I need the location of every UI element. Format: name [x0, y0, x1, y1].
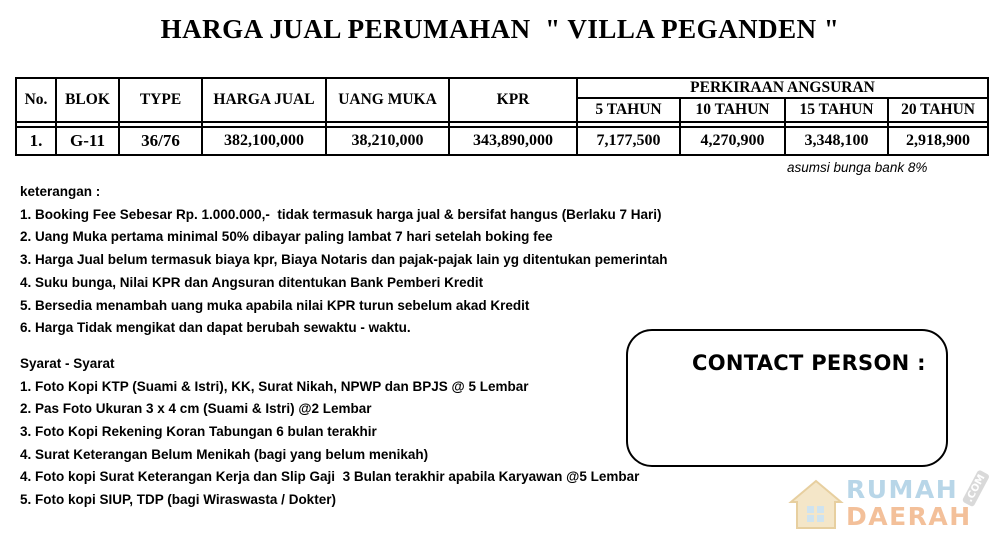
cell-angsuran-5: 7,177,500 — [577, 127, 680, 155]
keterangan-item: 5. Bersedia menambah uang muka apabila nilai KPR turun sebelum akad Kredit — [20, 297, 530, 313]
header-no: No. — [16, 78, 56, 122]
header-perkiraan-angsuran: PERKIRAAN ANGSURAN — [577, 78, 988, 98]
keterangan-item: 3. Harga Jual belum termasuk biaya kpr, Biaya Notaris dan pajak-pajak lain yg ditentukan pemerintah — [20, 252, 668, 268]
cell-no: 1. — [16, 127, 56, 155]
syarat-item: 4. Foto kopi Surat Keterangan Kerja dan Slip Gaji 3 Bulan terakhir apabila Karyawan @5 Lembar — [20, 469, 640, 485]
keterangan-heading: keterangan : — [20, 184, 101, 199]
page-title: HARGA JUAL PERUMAHAN " VILLA PEGANDEN " — [160, 14, 840, 44]
watermark-line2: DAERAH — [846, 502, 972, 531]
cell-type: 36/76 — [119, 127, 202, 155]
header-uang-muka: UANG MUKA — [326, 78, 449, 122]
cell-angsuran-20: 2,918,900 — [888, 127, 988, 155]
contact-person-box — [626, 329, 948, 467]
header-10-tahun: 10 TAHUN — [680, 98, 785, 122]
watermark-logo — [788, 472, 993, 534]
contact-person-label: CONTACT PERSON : — [692, 351, 926, 375]
header-15-tahun: 15 TAHUN — [785, 98, 888, 122]
keterangan-item: 4. Suku bunga, Nilai KPR dan Angsuran ditentukan Bank Pemberi Kredit — [20, 274, 484, 290]
cell-kpr: 343,890,000 — [449, 127, 577, 155]
keterangan-item: 6. Harga Tidak mengikat dan dapat berubah sewaktu - waktu. — [20, 320, 411, 336]
watermark-line1: RUMAH — [846, 475, 959, 504]
cell-blok: G-11 — [56, 127, 119, 155]
cell-harga-jual: 382,100,000 — [202, 127, 326, 155]
price-table — [15, 77, 989, 156]
syarat-item: 4. Surat Keterangan Belum Menikah (bagi yang belum menikah) — [20, 446, 429, 462]
header-blok: BLOK — [56, 78, 119, 122]
header-kpr: KPR — [449, 78, 577, 122]
notes-section — [20, 181, 667, 512]
cell-angsuran-10: 4,270,900 — [680, 127, 785, 155]
keterangan-item: 2. Uang Muka pertama minimal 50% dibayar paling lambat 7 hari setelah boking fee — [20, 229, 553, 245]
header-5-tahun: 5 TAHUN — [577, 98, 680, 122]
header-20-tahun: 20 TAHUN — [888, 98, 988, 122]
header-type: TYPE — [119, 78, 202, 122]
house-icon — [788, 478, 844, 532]
table-row — [16, 127, 988, 155]
interest-assumption-note: asumsi bunga bank 8% — [787, 160, 928, 175]
cell-uang-muka: 38,210,000 — [326, 127, 449, 155]
syarat-item: 1. Foto Kopi KTP (Suami & Istri), KK, Surat Nikah, NPWP dan BPJS @ 5 Lembar — [20, 378, 529, 394]
syarat-item: 5. Foto kopi SIUP, TDP (bagi Wiraswasta / Dokter) — [20, 492, 336, 508]
syarat-item: 2. Pas Foto Ukuran 3 x 4 cm (Suami & Istri) @2 Lembar — [20, 401, 372, 417]
syarat-heading: Syarat - Syarat — [20, 355, 115, 371]
syarat-item: 3. Foto Kopi Rekening Koran Tabungan 6 bulan terakhir — [20, 424, 377, 440]
watermark-suffix: .COM — [962, 470, 990, 508]
header-harga-jual: HARGA JUAL — [202, 78, 326, 122]
cell-angsuran-15: 3,348,100 — [785, 127, 888, 155]
keterangan-item: 1. Booking Fee Sebesar Rp. 1.000.000,- tidak termasuk harga jual & bersifat hangus (Berlaku 7 Hari) — [20, 206, 662, 222]
